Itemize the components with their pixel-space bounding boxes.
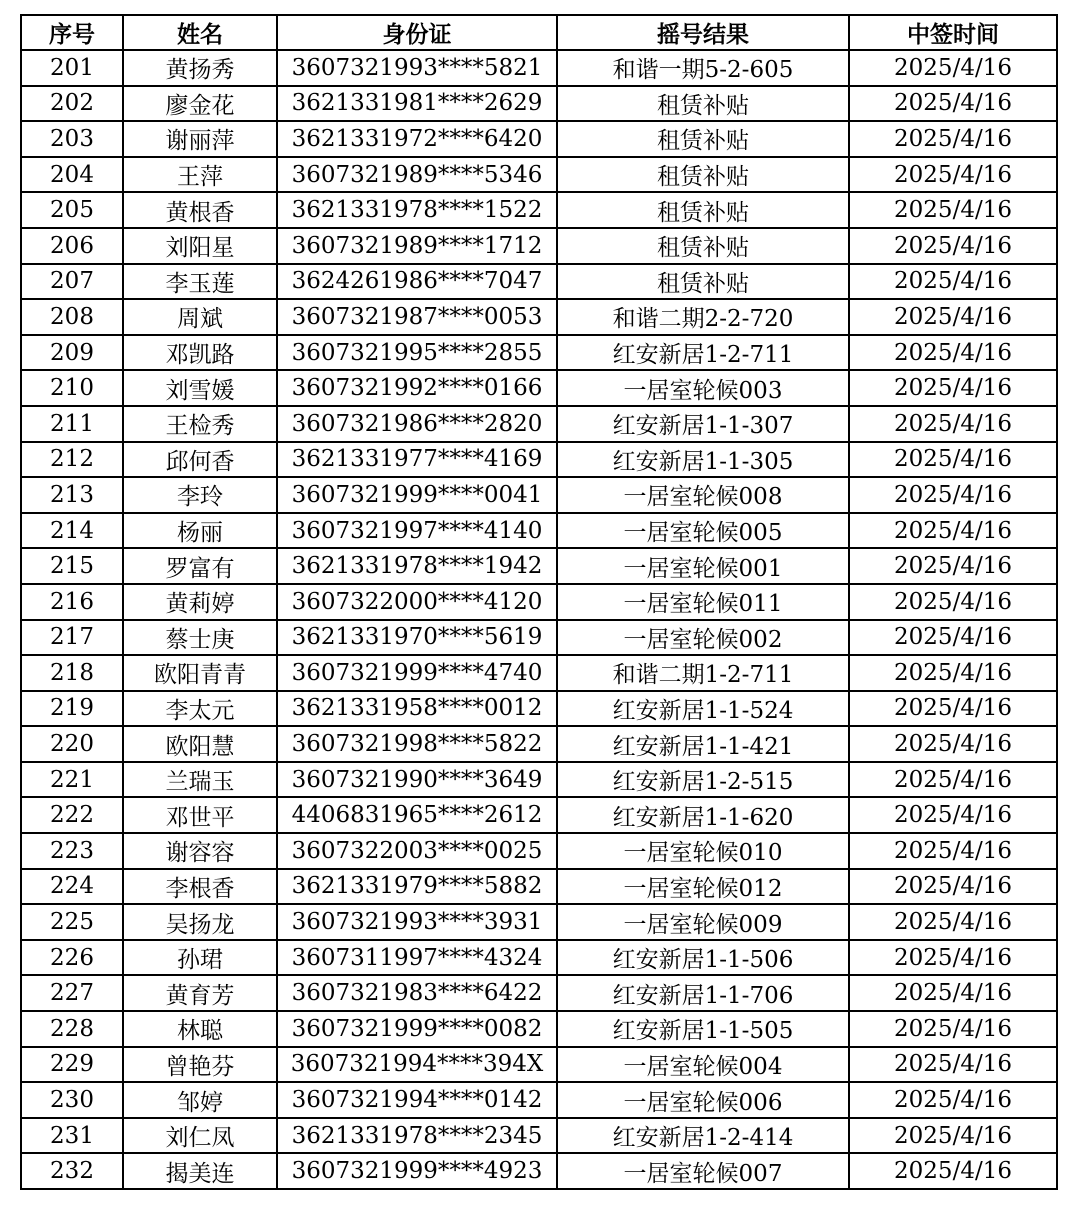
cell-name: 谢丽萍 bbox=[123, 121, 277, 157]
cell-name: 欧阳慧 bbox=[123, 726, 277, 762]
cell-name: 黄育芳 bbox=[123, 975, 277, 1011]
cell-lottery-result: 租赁补贴 bbox=[557, 264, 849, 300]
table-row bbox=[21, 833, 1057, 869]
cell-name: 杨丽 bbox=[123, 513, 277, 549]
cell-sign-time: 2025/4/16 bbox=[849, 299, 1057, 335]
cell-id-card: 3607321992****0166 bbox=[277, 370, 557, 406]
cell-lottery-result: 一居室轮候011 bbox=[557, 584, 849, 620]
cell-id-card: 3607311997****4324 bbox=[277, 940, 557, 976]
cell-sign-time: 2025/4/16 bbox=[849, 869, 1057, 905]
table-row bbox=[21, 869, 1057, 905]
cell-serial-number: 206 bbox=[21, 228, 123, 264]
cell-name: 李太元 bbox=[123, 691, 277, 727]
cell-serial-number: 218 bbox=[21, 655, 123, 691]
cell-id-card: 3621331970****5619 bbox=[277, 620, 557, 656]
table-row bbox=[21, 584, 1057, 620]
cell-serial-number: 210 bbox=[21, 370, 123, 406]
cell-id-card: 3607321997****4140 bbox=[277, 513, 557, 549]
table-row bbox=[21, 406, 1057, 442]
cell-id-card: 3607321989****1712 bbox=[277, 228, 557, 264]
cell-lottery-result: 租赁补贴 bbox=[557, 228, 849, 264]
cell-serial-number: 226 bbox=[21, 940, 123, 976]
cell-serial-number: 214 bbox=[21, 513, 123, 549]
cell-lottery-result: 租赁补贴 bbox=[557, 86, 849, 122]
cell-name: 揭美连 bbox=[123, 1153, 277, 1189]
cell-name: 周斌 bbox=[123, 299, 277, 335]
table-row bbox=[21, 548, 1057, 584]
table-row bbox=[21, 691, 1057, 727]
cell-serial-number: 205 bbox=[21, 192, 123, 228]
table-row bbox=[21, 620, 1057, 656]
cell-sign-time: 2025/4/16 bbox=[849, 762, 1057, 798]
cell-serial-number: 223 bbox=[21, 833, 123, 869]
cell-serial-number: 232 bbox=[21, 1153, 123, 1189]
table-row bbox=[21, 1118, 1057, 1154]
table-row bbox=[21, 513, 1057, 549]
cell-id-card: 3607321993****5821 bbox=[277, 50, 557, 86]
header-row bbox=[21, 15, 1057, 50]
cell-name: 刘阳星 bbox=[123, 228, 277, 264]
cell-name: 谢容容 bbox=[123, 833, 277, 869]
table-row bbox=[21, 975, 1057, 1011]
cell-serial-number: 230 bbox=[21, 1082, 123, 1118]
cell-lottery-result: 红安新居1-1-421 bbox=[557, 726, 849, 762]
table-body bbox=[21, 50, 1057, 1189]
cell-name: 李玲 bbox=[123, 477, 277, 513]
table-row bbox=[21, 442, 1057, 478]
cell-sign-time: 2025/4/16 bbox=[849, 691, 1057, 727]
table-row bbox=[21, 477, 1057, 513]
cell-serial-number: 222 bbox=[21, 797, 123, 833]
cell-lottery-result: 一居室轮候012 bbox=[557, 869, 849, 905]
cell-name: 邓世平 bbox=[123, 797, 277, 833]
cell-lottery-result: 红安新居1-1-506 bbox=[557, 940, 849, 976]
cell-lottery-result: 一居室轮候010 bbox=[557, 833, 849, 869]
cell-name: 刘仁凤 bbox=[123, 1118, 277, 1154]
cell-id-card: 3607321998****5822 bbox=[277, 726, 557, 762]
cell-sign-time: 2025/4/16 bbox=[849, 975, 1057, 1011]
cell-id-card: 3621331978****1522 bbox=[277, 192, 557, 228]
cell-lottery-result: 一居室轮候007 bbox=[557, 1153, 849, 1189]
cell-lottery-result: 红安新居1-2-414 bbox=[557, 1118, 849, 1154]
cell-sign-time: 2025/4/16 bbox=[849, 442, 1057, 478]
cell-id-card: 3621331977****4169 bbox=[277, 442, 557, 478]
cell-lottery-result: 红安新居1-1-620 bbox=[557, 797, 849, 833]
cell-lottery-result: 租赁补贴 bbox=[557, 192, 849, 228]
cell-sign-time: 2025/4/16 bbox=[849, 513, 1057, 549]
cell-name: 廖金花 bbox=[123, 86, 277, 122]
cell-lottery-result: 一居室轮候008 bbox=[557, 477, 849, 513]
cell-name: 林聪 bbox=[123, 1011, 277, 1047]
cell-serial-number: 203 bbox=[21, 121, 123, 157]
cell-id-card: 3621331979****5882 bbox=[277, 869, 557, 905]
cell-name: 罗富有 bbox=[123, 548, 277, 584]
table-row bbox=[21, 940, 1057, 976]
cell-name: 刘雪媛 bbox=[123, 370, 277, 406]
cell-lottery-result: 和谐一期5-2-605 bbox=[557, 50, 849, 86]
table-row bbox=[21, 157, 1057, 193]
cell-sign-time: 2025/4/16 bbox=[849, 228, 1057, 264]
cell-id-card: 3621331958****0012 bbox=[277, 691, 557, 727]
table-row bbox=[21, 1047, 1057, 1083]
cell-sign-time: 2025/4/16 bbox=[849, 264, 1057, 300]
cell-name: 李根香 bbox=[123, 869, 277, 905]
cell-sign-time: 2025/4/16 bbox=[849, 121, 1057, 157]
header-id-card: 身份证 bbox=[277, 15, 557, 50]
cell-serial-number: 208 bbox=[21, 299, 123, 335]
header-name: 姓名 bbox=[123, 15, 277, 50]
header-lottery-result: 摇号结果 bbox=[557, 15, 849, 50]
table-row bbox=[21, 1011, 1057, 1047]
cell-id-card: 3607321999****4740 bbox=[277, 655, 557, 691]
cell-serial-number: 204 bbox=[21, 157, 123, 193]
cell-id-card: 3607321987****0053 bbox=[277, 299, 557, 335]
cell-serial-number: 227 bbox=[21, 975, 123, 1011]
cell-lottery-result: 一居室轮候005 bbox=[557, 513, 849, 549]
cell-lottery-result: 租赁补贴 bbox=[557, 157, 849, 193]
cell-name: 邹婷 bbox=[123, 1082, 277, 1118]
cell-id-card: 3621331978****1942 bbox=[277, 548, 557, 584]
cell-sign-time: 2025/4/16 bbox=[849, 50, 1057, 86]
cell-sign-time: 2025/4/16 bbox=[849, 1153, 1057, 1189]
cell-lottery-result: 一居室轮候004 bbox=[557, 1047, 849, 1083]
cell-sign-time: 2025/4/16 bbox=[849, 655, 1057, 691]
table-row bbox=[21, 797, 1057, 833]
cell-lottery-result: 一居室轮候002 bbox=[557, 620, 849, 656]
cell-name: 欧阳青青 bbox=[123, 655, 277, 691]
table-row bbox=[21, 192, 1057, 228]
cell-sign-time: 2025/4/16 bbox=[849, 335, 1057, 371]
cell-sign-time: 2025/4/16 bbox=[849, 406, 1057, 442]
cell-serial-number: 215 bbox=[21, 548, 123, 584]
cell-id-card: 3607321990****3649 bbox=[277, 762, 557, 798]
cell-sign-time: 2025/4/16 bbox=[849, 1011, 1057, 1047]
lottery-result-table bbox=[20, 14, 1058, 1190]
table-row bbox=[21, 1153, 1057, 1189]
header-serial-number: 序号 bbox=[21, 15, 123, 50]
cell-lottery-result: 红安新居1-1-307 bbox=[557, 406, 849, 442]
table-row bbox=[21, 655, 1057, 691]
cell-serial-number: 209 bbox=[21, 335, 123, 371]
cell-sign-time: 2025/4/16 bbox=[849, 904, 1057, 940]
table-header bbox=[21, 15, 1057, 50]
cell-serial-number: 216 bbox=[21, 584, 123, 620]
cell-id-card: 3607321993****3931 bbox=[277, 904, 557, 940]
cell-lottery-result: 一居室轮候001 bbox=[557, 548, 849, 584]
table-row bbox=[21, 299, 1057, 335]
cell-name: 邱何香 bbox=[123, 442, 277, 478]
cell-lottery-result: 红安新居1-1-524 bbox=[557, 691, 849, 727]
cell-lottery-result: 和谐二期2-2-720 bbox=[557, 299, 849, 335]
cell-id-card: 3607321999****0082 bbox=[277, 1011, 557, 1047]
cell-name: 孙珺 bbox=[123, 940, 277, 976]
cell-id-card: 3621331981****2629 bbox=[277, 86, 557, 122]
cell-id-card: 3607321999****4923 bbox=[277, 1153, 557, 1189]
cell-id-card: 3607321989****5346 bbox=[277, 157, 557, 193]
cell-id-card: 3607322000****4120 bbox=[277, 584, 557, 620]
cell-sign-time: 2025/4/16 bbox=[849, 1047, 1057, 1083]
cell-sign-time: 2025/4/16 bbox=[849, 370, 1057, 406]
cell-name: 王检秀 bbox=[123, 406, 277, 442]
table-row bbox=[21, 335, 1057, 371]
cell-lottery-result: 红安新居1-2-711 bbox=[557, 335, 849, 371]
cell-id-card: 3607321994****0142 bbox=[277, 1082, 557, 1118]
cell-sign-time: 2025/4/16 bbox=[849, 477, 1057, 513]
cell-lottery-result: 红安新居1-1-505 bbox=[557, 1011, 849, 1047]
table-row bbox=[21, 762, 1057, 798]
cell-id-card: 3624261986****7047 bbox=[277, 264, 557, 300]
cell-lottery-result: 一居室轮候009 bbox=[557, 904, 849, 940]
cell-id-card: 3607321999****0041 bbox=[277, 477, 557, 513]
cell-serial-number: 224 bbox=[21, 869, 123, 905]
table-row bbox=[21, 50, 1057, 86]
cell-sign-time: 2025/4/16 bbox=[849, 86, 1057, 122]
cell-sign-time: 2025/4/16 bbox=[849, 584, 1057, 620]
cell-id-card: 3607321983****6422 bbox=[277, 975, 557, 1011]
cell-sign-time: 2025/4/16 bbox=[849, 1118, 1057, 1154]
cell-name: 曾艳芬 bbox=[123, 1047, 277, 1083]
cell-sign-time: 2025/4/16 bbox=[849, 940, 1057, 976]
cell-id-card: 3607321994****394X bbox=[277, 1047, 557, 1083]
cell-id-card: 4406831965****2612 bbox=[277, 797, 557, 833]
table-row bbox=[21, 904, 1057, 940]
table-row bbox=[21, 370, 1057, 406]
cell-serial-number: 228 bbox=[21, 1011, 123, 1047]
cell-serial-number: 213 bbox=[21, 477, 123, 513]
cell-serial-number: 212 bbox=[21, 442, 123, 478]
cell-name: 黄根香 bbox=[123, 192, 277, 228]
cell-id-card: 3607321995****2855 bbox=[277, 335, 557, 371]
cell-sign-time: 2025/4/16 bbox=[849, 548, 1057, 584]
cell-sign-time: 2025/4/16 bbox=[849, 157, 1057, 193]
cell-name: 李玉莲 bbox=[123, 264, 277, 300]
cell-sign-time: 2025/4/16 bbox=[849, 797, 1057, 833]
cell-id-card: 3621331972****6420 bbox=[277, 121, 557, 157]
cell-name: 邓凯路 bbox=[123, 335, 277, 371]
cell-name: 蔡士庚 bbox=[123, 620, 277, 656]
cell-serial-number: 219 bbox=[21, 691, 123, 727]
cell-serial-number: 211 bbox=[21, 406, 123, 442]
cell-id-card: 3607322003****0025 bbox=[277, 833, 557, 869]
table-row bbox=[21, 264, 1057, 300]
cell-sign-time: 2025/4/16 bbox=[849, 1082, 1057, 1118]
cell-serial-number: 201 bbox=[21, 50, 123, 86]
cell-name: 黄扬秀 bbox=[123, 50, 277, 86]
cell-sign-time: 2025/4/16 bbox=[849, 620, 1057, 656]
cell-serial-number: 202 bbox=[21, 86, 123, 122]
table-row bbox=[21, 1082, 1057, 1118]
cell-sign-time: 2025/4/16 bbox=[849, 192, 1057, 228]
cell-lottery-result: 一居室轮候006 bbox=[557, 1082, 849, 1118]
cell-name: 王萍 bbox=[123, 157, 277, 193]
cell-lottery-result: 租赁补贴 bbox=[557, 121, 849, 157]
table-row bbox=[21, 86, 1057, 122]
cell-serial-number: 207 bbox=[21, 264, 123, 300]
cell-id-card: 3621331978****2345 bbox=[277, 1118, 557, 1154]
cell-lottery-result: 红安新居1-2-515 bbox=[557, 762, 849, 798]
cell-lottery-result: 和谐二期1-2-711 bbox=[557, 655, 849, 691]
header-sign-time: 中签时间 bbox=[849, 15, 1057, 50]
cell-serial-number: 220 bbox=[21, 726, 123, 762]
table-row bbox=[21, 726, 1057, 762]
cell-id-card: 3607321986****2820 bbox=[277, 406, 557, 442]
cell-serial-number: 225 bbox=[21, 904, 123, 940]
cell-lottery-result: 红安新居1-1-706 bbox=[557, 975, 849, 1011]
cell-serial-number: 221 bbox=[21, 762, 123, 798]
table-row bbox=[21, 228, 1057, 264]
cell-lottery-result: 红安新居1-1-305 bbox=[557, 442, 849, 478]
cell-name: 吴扬龙 bbox=[123, 904, 277, 940]
cell-name: 黄莉婷 bbox=[123, 584, 277, 620]
cell-serial-number: 217 bbox=[21, 620, 123, 656]
cell-sign-time: 2025/4/16 bbox=[849, 833, 1057, 869]
cell-name: 兰瑞玉 bbox=[123, 762, 277, 798]
cell-serial-number: 229 bbox=[21, 1047, 123, 1083]
cell-lottery-result: 一居室轮候003 bbox=[557, 370, 849, 406]
cell-serial-number: 231 bbox=[21, 1118, 123, 1154]
table-row bbox=[21, 121, 1057, 157]
cell-sign-time: 2025/4/16 bbox=[849, 726, 1057, 762]
